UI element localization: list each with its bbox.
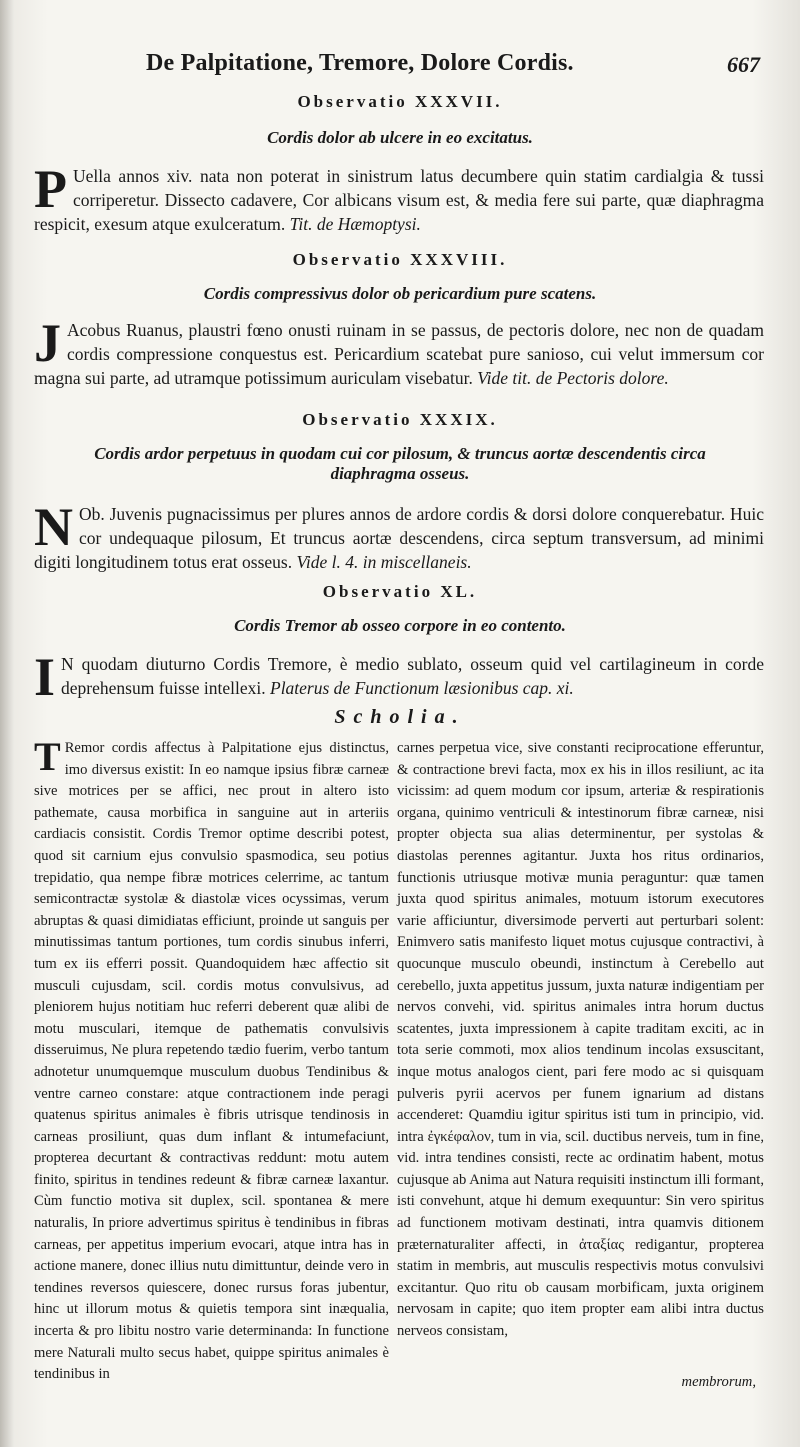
- observation-subtitle: Cordis dolor ab ulcere in eo excitatus.: [267, 128, 533, 147]
- observation-reference: Vide tit. de Pectoris dolore.: [477, 368, 669, 388]
- observation-body: Uella annos xiv. nata non poterat in sinistrum latus decumbere quin statim cardialgia & tussi corriperetur. Dissecto cadavere, Cor albicans visum est, & media fere sui parte, quæ diaphragma respicit, exesum atque exulceratum.: [34, 166, 764, 234]
- observation-text: [34, 647, 764, 707]
- observation-heading: Observatio XL.: [322, 582, 478, 601]
- observation-heading: Observatio XXXVII.: [297, 92, 503, 111]
- observation-heading: Observatio XXXVIII.: [292, 250, 508, 269]
- drop-cap: J: [34, 313, 61, 373]
- observation-text: [34, 497, 764, 574]
- observation-text: [34, 313, 764, 390]
- drop-cap: P: [34, 159, 67, 219]
- drop-cap: I: [34, 647, 56, 707]
- observation-subtitle: Cordis compressivus dolor ob pericardium pure scatens.: [203, 284, 597, 303]
- scholia-left-text: Remor cordis affectus à Palpitatione ejus distinctus, imo diversus existit: In eo namque ipsius fibræ carneæ sive motrices per se affici, nec prout in altero isto pathemate, causa morbifica in sanguine aut in arteriis cardiacis consistit. Cordis Tremor optime describi potest, quod sit carnium ejus convulsio spasmodica, seu potius trepidatio, qua nempe fibræ motrices celerrime, ac tantum semicontractæ systolæ & diastolæ vices ocyssimas, verum abruptas & quasi dimidiatas efficiunt, proinde ut sanguis per minutissimas tantum portiones, tum cordis sinubus inferri, tum ex iis efferri possit. Quandoquidem hæc affectio sit musculi cujusdam, scil. cordis motus convulsivus, ad pleniorem hujus notitiam huc referri deberent quæ alibi de motu musculari, itemque de pathematis convulsivis disseruimus, Ne plura repetendo tædio fuerim, verbo tantum adnotetur unumquemque musculum duobus Tendinibus & ventre carneo constare: atque contractionem inde peragi quatenus spiritus animales è fibris utrisque tendinosis in carneas prosiliunt, quas dum inflant & intumefaciunt, propterea decurtant & contractivas reddunt: motu autem finito, spiritus in tendines redeunt & fibræ carneæ laxantur. Cùm functio motiva sit duplex, scil. spontanea & mere naturalis, In priore advertimus spiritus è tendinibus in fibras carneas, per appetitus imperium evocari, atque intra has in actione manere, donec illius nutu dimittuntur, deinde vero in tendines reversos quiescere, donec rursus foras jubentur, hinc ut illorum motus & quietis tempora sint inæqualia, incerta & pro libitu nostro varie determinanda: In functione mere Naturali multo secus habet, quippe spiritus animales è tendinibus in: [34, 740, 389, 1383]
- running-title: De Palpitatione, Tremore, Dolore Cordis.: [146, 50, 574, 76]
- observation-body: Ob. Juvenis pugnacissimus per plures annos de ardore cordis & dorsi dolore conquerebatur. Huic cor undequaque pilosum, Et truncus aortæ descendens, circa septum transversum, ad minimi digiti longitudinem totus erat osseus.: [34, 504, 764, 572]
- observation-body: Acobus Ruanus, plaustri fœno onusti ruinam in se passus, de pectoris dolore, nec non de quadam cordis compressione conquestus est. Pericardium scatebat pure sanioso, cui velut immersum cor magna sui parte, ad utramque potissimum auriculam visebatur.: [34, 320, 764, 388]
- observation-heading: Observatio XXXIX.: [302, 410, 498, 429]
- observation-reference: Platerus de Functionum læsionibus cap. xi.: [270, 678, 574, 698]
- scholia-heading: Scholia.: [334, 706, 466, 728]
- drop-cap: N: [34, 497, 73, 557]
- observation-subtitle: Cordis ardor perpetuus in quodam cui cor pilosum, & truncus aortæ descendentis circa diaphragma osseus.: [94, 444, 706, 483]
- observation-reference: Vide l. 4. in miscellaneis.: [296, 552, 472, 572]
- observation-text: [34, 159, 764, 236]
- scholia-right-column: [397, 738, 764, 1343]
- drop-cap: T: [34, 734, 61, 779]
- scholia-right-text: carnes perpetua vice, sive constanti reciprocatione efferuntur, & contractione brevi facta, mox ex his in illos resiliunt, ac ita vicissim: ad quem modum cor ipsum, arteriæ & respirationis organa, quinimo ventriculi & intestinorum fibræ carneæ, nisi propter objecta sua alias determinentur, per systolas & diastolas perennes agitantur. Juxta hos ritus ordinarios, functionis utriusque motivæ munia peraguntur: quæ tamen juxta quod spiritus animales, motuum istorum executores varie afficiuntur, diversimode perverti aut perturbari solent: Enimvero satis manifesto liquet motus cujusque contractivi, à quocunque musculo obeundi, instinctum à Cerebello aut cerebello, juxta appetitus jussum, juxta naturæ indigentiam per nervos convehi, vid. spiritus animales intra horum ductus scatentes, juxta impressionem à capite traditam exciti, ac in tota serie commoti, mox alios tendinum incolas exsuscitant, inque motus analogos cient, pari fere modo ac si quisquam pulveris pyrii acervos per funem ignarium ad distans accenderet: Quamdiu igitur spiritus isti tum in principio, vid. intra ἐγκέφαλον, tum in via, scil. ductibus nerveis, tum in fine, vid. intra tendines consisti, recte ac ordinatim habent, motus cujusque ab Anima aut Natura requisiti instinctum illi formant, isti convehunt, atque hi demum exequuntur: Sin vero spiritus ad functionem motivam destinati, intra quamvis ditionem præternaturaliter affecti, in ἀταξίας redigantur, propterea statim in membris, aut musculis respectivis motus convulsivi excitantur. Quo ritu ob causam morbificam, juxta originem nervosam in capite; quo item propter eam alibi intra ductus nerveos consistam,: [397, 740, 764, 1340]
- scholia-left-column: [34, 734, 389, 1386]
- running-head: [140, 50, 760, 84]
- observation-reference: Tit. de Hæmoptysi.: [289, 214, 421, 234]
- catchword: membrorum,: [681, 1374, 756, 1390]
- observation-body: N quodam diuturno Cordis Tremore, è medio sublato, osseum quid vel cartilagineum in corde deprehensum fuisse intellexi.: [61, 654, 764, 698]
- page-number: 667: [727, 52, 760, 77]
- observation-subtitle: Cordis Tremor ab osseo corpore in eo contento.: [234, 616, 566, 635]
